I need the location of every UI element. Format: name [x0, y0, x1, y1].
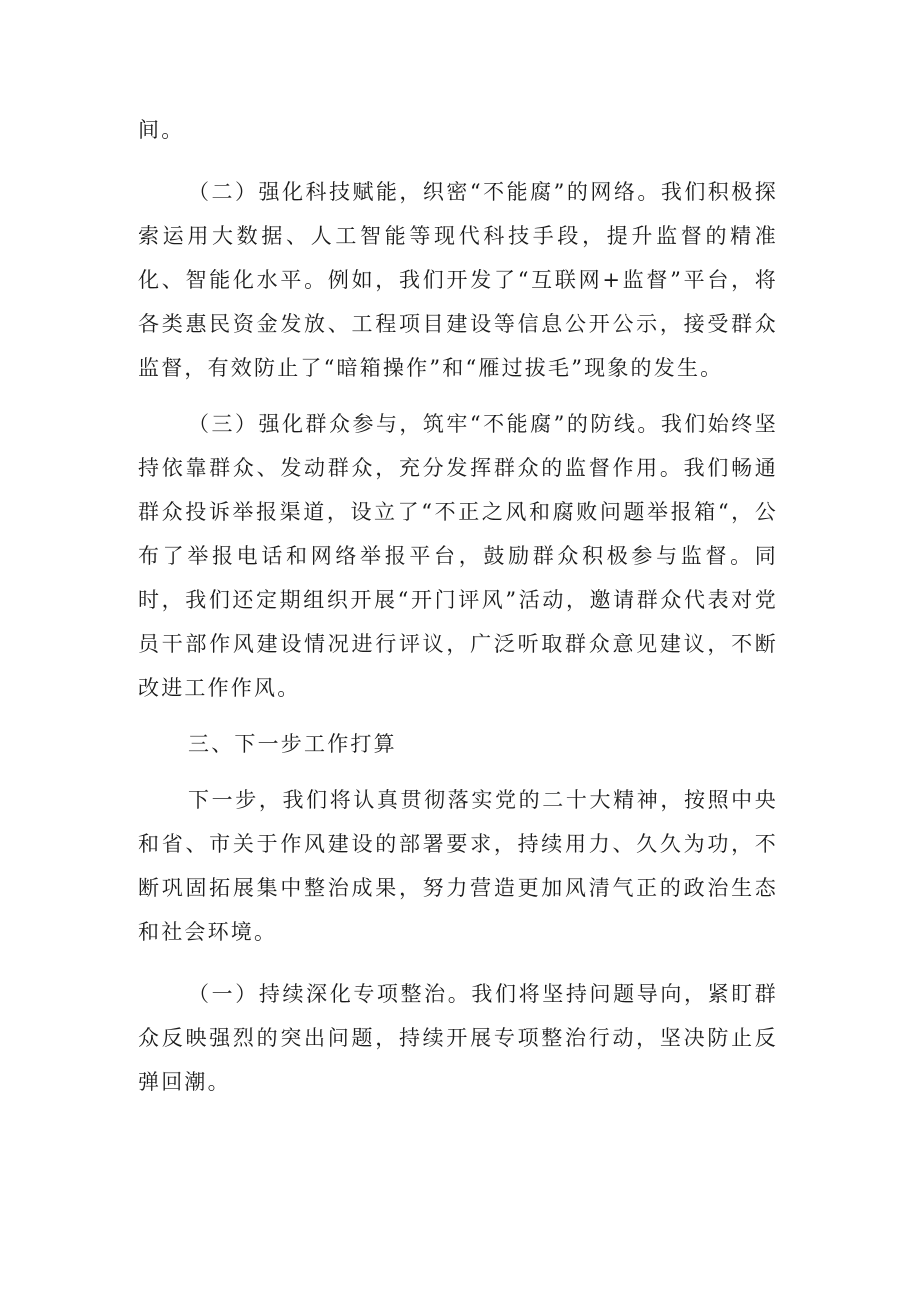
paragraph-next-steps-intro: 下一步，我们将认真贯彻落实党的二十大精神，按照中央和省、市关于作风建设的部署要求，持续用力、久久为功，不断巩固拓展集中整治成果，努力营造更加风清气正的政治生态和社会环境。	[138, 788, 778, 944]
paragraph-section-3-item-1: （一）持续深化专项整治。我们将坚持问题导向，紧盯群众反映强烈的突出问题，持续开展专项整治行动，坚决防止反弹回潮。	[138, 982, 778, 1094]
paragraph-continuation: 间。	[138, 118, 185, 142]
paragraph-section-2-item-2: （二）强化科技赋能，织密“不能腐”的网络。我们积极探索运用大数据、人工智能等现代科技手段，提升监督的精准化、智能化水平。例如，我们开发了“互联网+监督”平台，将各类惠民资金发放、工程项目建设等信息公开公示，接受群众监督，有效防止了“暗箱操作”和“雁过拔毛”现象的发生。	[138, 180, 778, 380]
paragraph-section-2-item-3: （三）强化群众参与，筑牢“不能腐”的防线。我们始终坚持依靠群众、发动群众，充分发挥群众的监督作用。我们畅通群众投诉举报渠道，设立了“不正之风和腐败问题举报箱“，公布了举报电话和网络举报平台，鼓励群众积极参与监督。同时，我们还定期组织开展“开门评风”活动，邀请群众代表对党员干部作风建设情况进行评议，广泛听取群众意见建议，不断改进工作作风。	[138, 412, 778, 700]
section-heading-3: 三、下一步工作打算	[188, 732, 397, 756]
document-page	[138, 108, 778, 1104]
